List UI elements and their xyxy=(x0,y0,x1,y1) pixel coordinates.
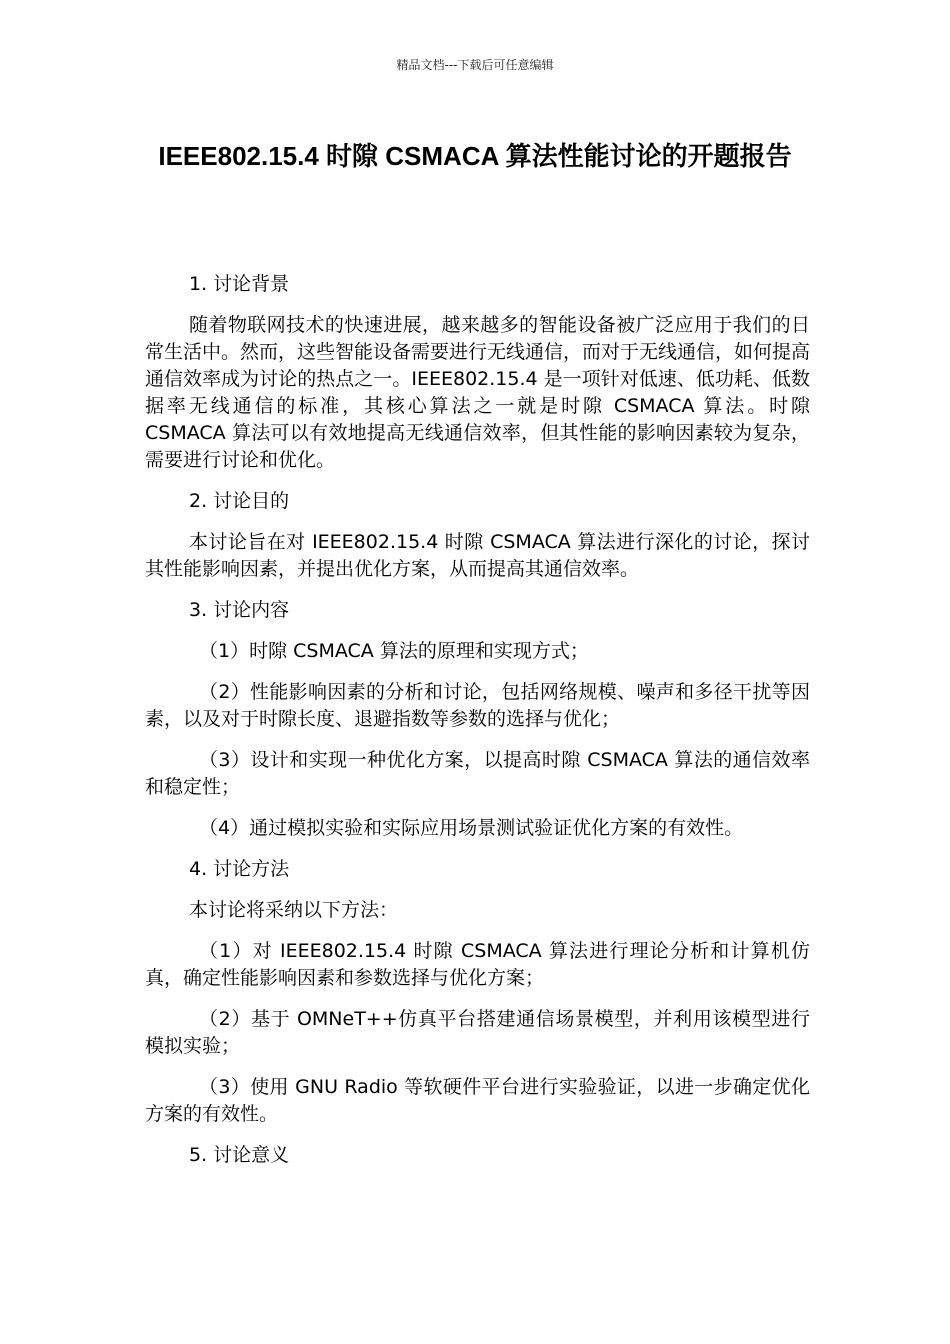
method-list-item: （1）对 IEEE802.15.4 时隙 CSMACA 算法进行理论分析和计算机仿真，确定性能影响因素和参数选择与优化方案； xyxy=(145,940,810,989)
method-list-item: （3）使用 GNU Radio 等软硬件平台进行实验验证，以进一步确定优化方案的有效性。 xyxy=(145,1076,810,1125)
content-list-item: （1）时隙 CSMACA 算法的原理和实现方式； xyxy=(199,640,589,662)
section-heading-purpose: 2. 讨论目的 xyxy=(189,490,290,512)
section-heading-background: 1. 讨论背景 xyxy=(189,273,290,295)
content-list-item: （4）通过模拟实验和实际应用场景测试验证优化方案的有效性。 xyxy=(199,817,744,839)
background-paragraph: 随着物联网技术的快速进展，越来越多的智能设备被广泛应用于我们的日常生活中。然而，这些智能设备需要进行无线通信，而对于无线通信，如何提高通信效率成为讨论的热点之一。IEEE802.15.4 是一项针对低速、低功耗、低数据率无线通信的标准，其核心算法之一就是时隙 CSMACA 算法。时隙 CSMACA 算法可以有效地提高无线通信效率，但其性能的影响因素较为复杂，需要进行讨论和优化。 xyxy=(145,314,811,471)
section-heading-significance: 5. 讨论意义 xyxy=(189,1144,290,1166)
purpose-paragraph: 本讨论旨在对 IEEE802.15.4 时隙 CSMACA 算法进行深化的讨论，探讨其性能影响因素，并提出优化方案，从而提高其通信效率。 xyxy=(145,531,810,580)
document-body xyxy=(145,271,810,1183)
section-heading-method: 4. 讨论方法 xyxy=(189,858,290,880)
page-header-note: 精品文档---下载后可任意编辑 xyxy=(396,58,554,72)
section-heading-content: 3. 讨论内容 xyxy=(189,599,290,621)
content-list-item: （2）性能影响因素的分析和讨论，包括网络规模、噪声和多径干扰等因素，以及对于时隙长度、退避指数等参数的选择与优化； xyxy=(145,681,810,730)
method-list-item: （2）基于 OMNeT++仿真平台搭建通信场景模型，并利用该模型进行模拟实验； xyxy=(145,1008,810,1057)
method-intro: 本讨论将采纳以下方法： xyxy=(189,899,399,921)
document-title: IEEE802.15.4 时隙 CSMACA 算法性能讨论的开题报告 xyxy=(158,141,792,171)
content-list-item: （3）设计和实现一种优化方案，以提高时隙 CSMACA 算法的通信效率和稳定性； xyxy=(145,749,810,798)
